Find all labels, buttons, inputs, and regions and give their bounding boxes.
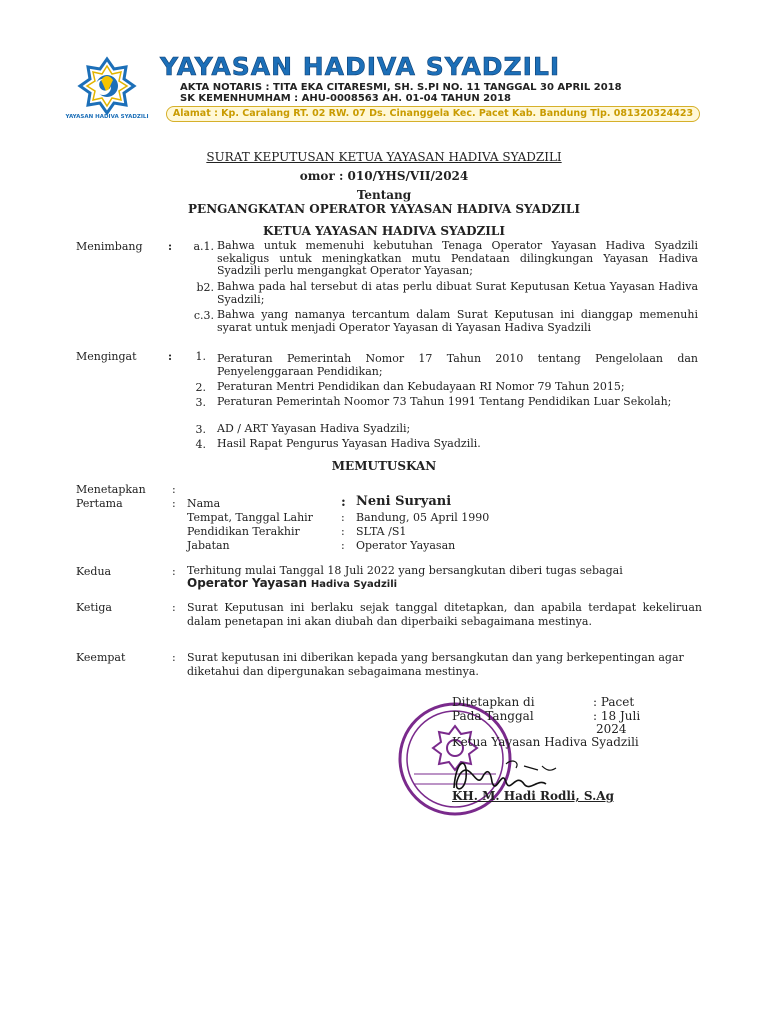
kedua-text: Terhitung mulai Tanggal 18 Juli 2022 yang bersangkutan diberi tugas sebagai [187,564,623,577]
field-value-name: Neni Suryani [356,494,452,509]
ketiga-colon: : [172,601,176,614]
keempat-label: Keempat [76,651,126,664]
menimbang-label: Menimbang [76,240,143,253]
ditetapkan-value: : Pacet [593,695,635,709]
field-label: Jabatan [187,539,230,552]
tentang-heading: Tentang [356,188,412,202]
kedua-label: Kedua [76,565,112,578]
field-label: Tempat, Tanggal Lahir [187,511,313,524]
keempat-colon: : [172,651,176,664]
menimbang-item: Bahwa yang namanya tercantum dalam Surat Keputusan ini dianggap memenuhi syarat untuk menjadi Operator Yayasan di Yayasan Hadiva Syadzili [217,308,698,334]
document-title-text: SURAT KEPUTUSAN KETUA YAYASAN HADIVA SYADZILI [206,150,562,164]
field-colon: : [341,511,345,524]
ministry-decree-line: SK KEMENHUMHAM : AHU-0008563 AH. 01-04 TAHUN 2018 [180,93,512,104]
mengingat-num: 4. [195,438,206,451]
field-value: Bandung, 05 April 1990 [356,511,490,524]
field-colon: : [341,525,345,538]
mengingat-item: Peraturan Mentri Pendidikan dan Kebudayaan RI Nomor 79 Tahun 2015; [217,380,625,393]
logo-caption: YAYASAN HADIVA SYADZILI [65,114,149,120]
address-banner: Alamat : Kp. Caralang RT. 02 RW. 07 Ds. Cinanggela Kec. Pacet Kab. Bandung Tlp. 081320324423 [166,106,700,122]
notary-deed-line: AKTA NOTARIS : TITA EKA CITARESMI, SH. S.PI NO. 11 TANGGAL 30 APRIL 2018 [180,82,622,93]
mengingat-num: 3. [195,423,206,436]
tanggal-value: : 18 Juli [593,709,641,723]
signer-name: KH. M. Hadi Rodli, S.Ag [452,789,614,803]
menimbang-item: Bahwa untuk memenuhi kebutuhan Tenaga Operator Yayasan Hadiva Syadzili sekaligus untuk meningkatkan mutu Pendataan dilingkungan Yayasan Hadiva Syadzili perlu mengangkat Operator Yayasan; [217,239,698,277]
ketiga-label: Ketiga [76,601,112,614]
kedua-role [187,576,397,590]
field-colon: : [341,539,345,552]
kedua-role-bold: Operator Yayasan [187,576,308,590]
menimbang-num: b2. [196,281,214,294]
mengingat-item: AD / ART Yayasan Hadiva Syadzili; [217,422,411,435]
field-colon: : [341,495,346,510]
ketua-heading: KETUA YAYASAN HADIVA SYADZILI [263,224,505,238]
signer-position: Ketua Yayasan Hadiva Syadzili [452,735,639,749]
mengingat-item: Hasil Rapat Pengurus Yayasan Hadiva Syadzili. [217,437,481,450]
menimbang-item: Bahwa pada hal tersebut di atas perlu dibuat Surat Keputusan Ketua Yayasan Hadiva Syadzili; [217,280,698,306]
mengingat-num: 3. [195,396,206,409]
document-title [0,150,768,164]
mengingat-label: Mengingat [76,350,137,363]
organization-name: YAYASAN HADIVA SYADZILI [160,52,561,81]
kedua-colon: : [172,565,176,578]
keempat-text: Surat keputusan ini diberikan kepada yang bersangkutan dan yang berkepentingan agar diketahui dan dipergunakan sebagaimana mestinya. [187,651,684,678]
tanggal-year: 2024 [596,722,627,736]
document-number: omor : 010/YHS/VII/2024 [299,169,469,183]
field-value: Operator Yayasan [356,539,456,552]
field-label: Nama [187,497,221,510]
tanggal-label: Pada Tanggal [452,709,534,723]
field-value: SLTA /S1 [356,525,407,538]
mengingat-colon: : [168,350,173,363]
menimbang-colon: : [168,240,173,253]
menimbang-num: c.3. [193,309,214,322]
ditetapkan-label: Ditetapkan di [452,695,535,709]
menetapkan-colon: : [172,483,176,496]
menetapkan-label: Menetapkan [76,483,146,496]
mengingat-item: Peraturan Pemerintah Noomor 73 Tahun 1991 Tentang Pendidikan Luar Sekolah; [217,395,672,408]
document-subject: PENGANGKATAN OPERATOR YAYASAN HADIVA SYADZILI [188,202,580,216]
pertama-colon: : [172,497,176,510]
memutuskan-heading: MEMUTUSKAN [331,459,437,473]
pertama-label: Pertama [76,497,123,510]
kedua-role-rest: Hadiva Syadzili [310,579,398,590]
mengingat-num: 2. [195,381,206,394]
field-label: Pendidikan Terakhir [187,525,300,538]
mengingat-item: Peraturan Pemerintah Nomor 17 Tahun 2010 tentang Pengelolaan dan Penyelenggaraan Pendidikan; [217,352,698,378]
ketiga-text: Surat Keputusan ini berlaku sejak tanggal ditetapkan, dan apabila terdapat kekeliruan dalam penetapan ini akan diubah dan diperbaiki sebagaimana mestinya. [187,601,702,628]
menimbang-num: a.1. [193,240,214,253]
mengingat-num: 1. [195,350,206,363]
